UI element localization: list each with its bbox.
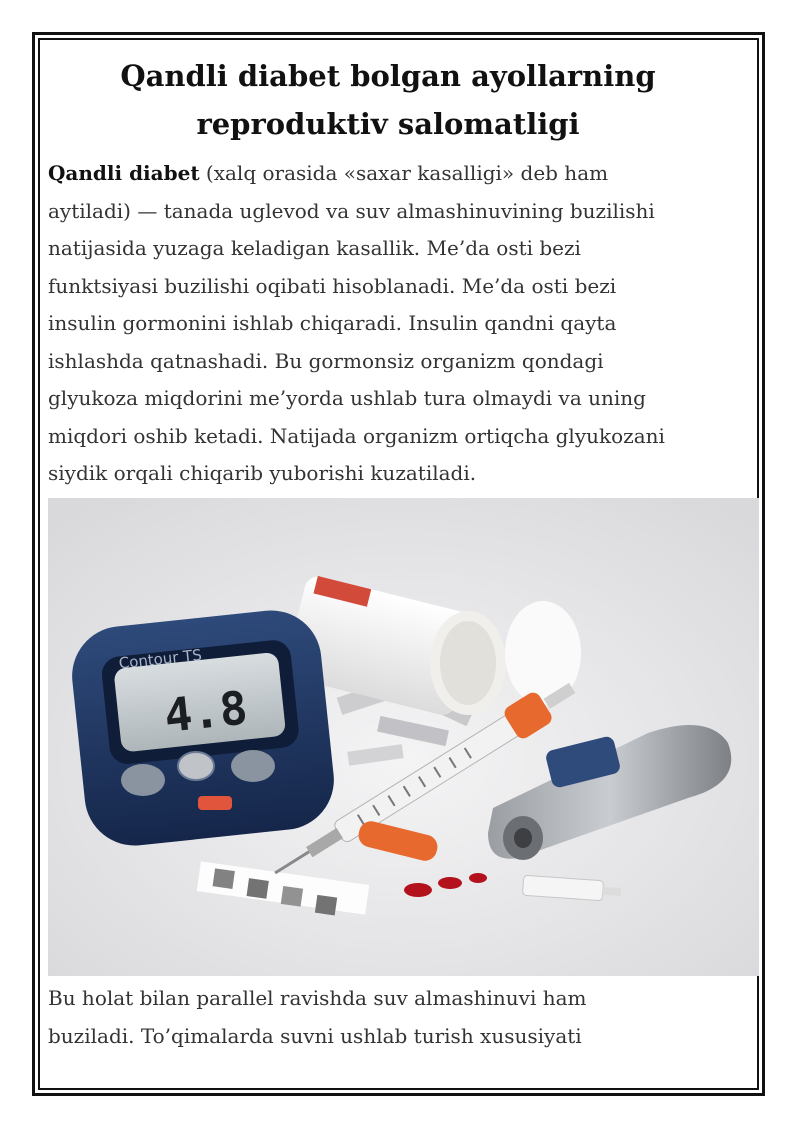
paragraph-line: siydik orqali chiqarib yuborishi kuzatiladi. xyxy=(48,461,477,485)
diabetes-kit-photo xyxy=(48,498,759,976)
glucose-meter xyxy=(67,606,339,851)
meter-reading-text: 4.8 xyxy=(161,680,250,743)
paragraph-line: funktsiyasi buzilishi oqibati hisoblanadi. Me’da osti bezi xyxy=(48,273,617,298)
paragraph-line: natijasida yuzaga keladigan kasallik. Me’da osti bezi xyxy=(48,236,581,260)
title-line-2: reproduktiv salomatligi xyxy=(196,107,580,141)
paragraph-line-rest: (xalq orasida «saxar kasalligi» deb ham xyxy=(199,161,609,185)
paragraph-line: insulin gormonini ishlab chiqaradi. Insulin qandni qayta xyxy=(48,311,617,335)
bold-term: Qandli diabet xyxy=(48,161,200,185)
paragraph-line xyxy=(48,155,748,193)
page-title xyxy=(48,52,728,148)
paragraph-line: ishlashda qatnashadi. Bu gormonsiz organizm qondagi xyxy=(48,348,604,373)
paragraph-line: glyukoza miqdorini me’yorda ushlab tura olmaydi va uning xyxy=(48,386,646,410)
paragraph-line: Bu holat bilan parallel ravishda suv almashinuvi ham xyxy=(48,986,587,1010)
title-line-1: Qandli diabet bolgan ayollarning xyxy=(120,59,656,93)
intro-paragraph xyxy=(48,155,748,493)
meter-brand-text: Contour TS xyxy=(117,645,203,673)
paragraph-line: aytiladi) — tanada uglevod va suv almashinuvining buzilishi xyxy=(48,198,655,223)
paragraph-line: miqdori oshib ketadi. Natijada organizm ortiqcha glyukozani xyxy=(48,423,665,448)
continuation-paragraph xyxy=(48,980,748,1055)
paragraph-line: buziladi. To’qimalarda suvni ushlab turish xususiyati xyxy=(48,1023,582,1048)
